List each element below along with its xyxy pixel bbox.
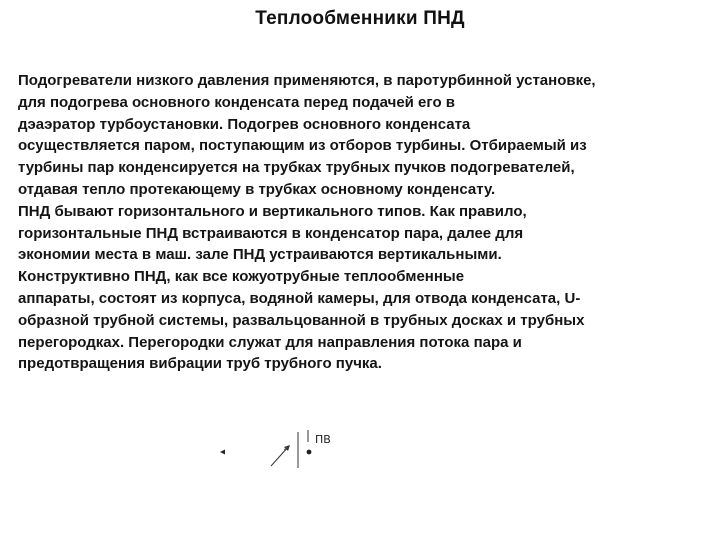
text-line: для подогрева основного конденсата перед подачей его в (18, 93, 455, 111)
left-arrowhead-icon (220, 450, 225, 455)
body-text (18, 70, 714, 375)
text-line: дэаэратор турбоустановки. Подогрев основного конденсата (18, 115, 471, 133)
slide-title: Теплообменники ПНД (255, 8, 465, 29)
text-line: ПНД бывают горизонтального и вертикального типов. Как правило, (18, 202, 527, 220)
text-line: осуществляется паром, поступающим из отборов турбины. Отбираемый из (18, 137, 587, 155)
dot-marker (307, 450, 312, 455)
text-line: предотвращения вибрации труб трубного пучка. (18, 355, 382, 373)
text-line: аппараты, состоят из корпуса, водяной камеры, для отвода конденсата, U- (18, 289, 581, 307)
text-line: отдавая тепло протекающему в трубках основному конденсату. (18, 180, 496, 198)
text-line: Подогреватели низкого давления применяются, в паротурбинной установке, (18, 72, 596, 89)
text-line: Конструктивно ПНД, как все кожуотрубные теплообменные (18, 268, 465, 286)
diagram-label: ПВ (315, 433, 331, 446)
text-line: турбины пар конденсируется на трубках трубных пучков подогревателей, (18, 159, 575, 177)
text-line: образной трубной системы, развальцованной в трубных досках и трубных (18, 311, 585, 329)
text-line: экономии места в маш. зале ПНД устраиваются вертикальными. (18, 246, 502, 264)
text-line: горизонтальные ПНД встраиваются в конденсатор пара, далее для (18, 224, 524, 242)
text-line: перегородках. Перегородки служат для направления потока пара и (18, 333, 522, 351)
